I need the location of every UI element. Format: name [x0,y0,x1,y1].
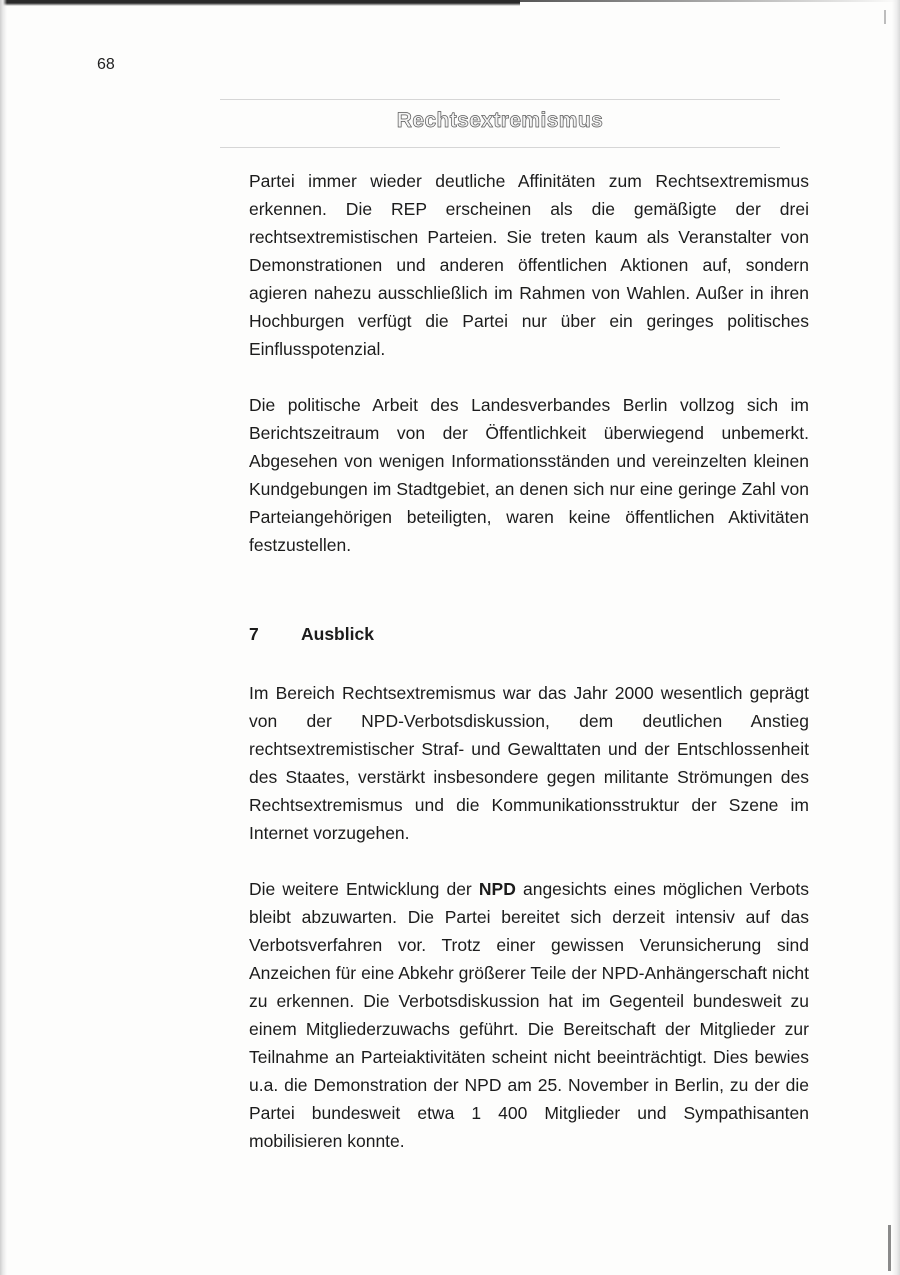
scan-artifact-top [884,10,886,24]
paragraph-rep-affinities: Partei immer wieder deutliche Affinitäten zum Rechtsextremismus erkennen. Die REP erscheinen als die gemäßigte der drei rechtsextremistischen Parteien. Sie treten kaum als Veranstalter von Demonstrationen und anderen öffentlichen Aktionen auf, sondern agieren nahezu ausschließlich im Rahmen von Wahlen. Außer in ihren Hochburgen verfügt die Partei nur über ein geringes politisches Einflusspotenzial. [249,171,809,359]
running-head: Rechtsextremismus [396,109,604,132]
paragraph-npd-text-rest: angesichts eines möglichen Verbots bleibt abzuwarten. Die Partei bereitet sich derzeit intensiv auf das Verbotsverfahren vor. Trotz einer gewissen Verunsicherung sind Anzeichen für eine Abkehr größerer Teile der NPD-Anhängerschaft nicht zu erkennen. Die Verbotsdiskussion hat im Gegenteil bundesweit zu einem Mitgliederzuwachs geführt. Die Bereitschaft der Mitglieder zur Teilnahme an Parteiaktivitäten scheint nicht beeinträchtigt. Dies bewies u.a. die Demonstration der NPD am 25. November in Berlin, zu der die Partei bundesweit etwa 1 400 Mitglieder und Sympathisanten mobilisieren konnte. [249,879,809,1151]
npd-emphasis: NPD [478,879,516,899]
header-rule-top [220,99,780,100]
scan-artifact-bottom [888,1225,891,1271]
paragraph-npd-development [249,875,809,1155]
scan-right-edge [892,0,900,1275]
header-rule-bottom [220,147,780,148]
page-body [249,167,809,1155]
paragraph-npd-text-start: Die weitere Entwicklung der [249,879,479,899]
scan-top-edge [0,0,520,6]
paragraph-landesverband-berlin: Die politische Arbeit des Landesverbandes Berlin vollzog sich im Berichtszeitraum von der Öffentlichkeit überwiegend unbemerkt. Abgesehen von wenigen Informationsständen und vereinzelten kleinen Kundgebungen im Stadtgebiet, an denen sich nur eine geringe Zahl von Parteiangehörigen beteiligten, waren keine öffentlichen Aktivitäten festzustellen. [249,395,809,555]
section-title: Ausblick [301,624,374,644]
page-number: 68 [97,56,115,73]
paragraph-outlook-2000: Im Bereich Rechtsextremismus war das Jahr 2000 wesentlich geprägt von der NPD-Verbotsdiskussion, dem deutlichen Anstieg rechtsextremistischer Straf- und Gewalttaten und der Entschlossenheit des Staates, verstärkt insbesondere gegen militante Strömungen des Rechtsextremismus und die Kommunikationsstruktur der Szene im Internet vorzugehen. [249,683,809,843]
section-heading [249,620,809,648]
section-number: 7 [249,624,259,644]
scan-left-edge [0,0,7,1275]
